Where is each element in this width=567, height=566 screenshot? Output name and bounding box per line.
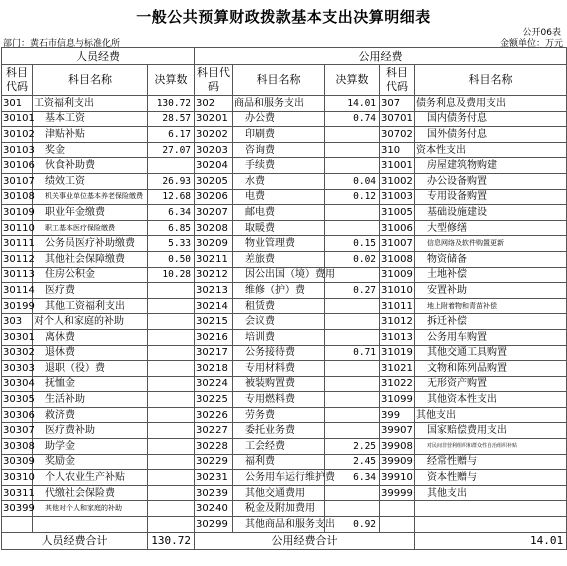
personnel-code: 30399 xyxy=(2,501,33,517)
public2-code: 31021 xyxy=(380,361,415,377)
public-name: 会议费 xyxy=(233,314,325,330)
public-code: 30202 xyxy=(195,127,233,143)
public2-code: 310 xyxy=(380,142,415,158)
personnel-code: 30301 xyxy=(2,329,33,345)
personnel-code: 30101 xyxy=(2,111,33,127)
table-row xyxy=(2,470,567,486)
personnel-name: 职业年金缴费 xyxy=(33,205,148,221)
col-name: 科目名称 xyxy=(233,65,325,96)
public-amount xyxy=(325,392,380,408)
public-code: 30214 xyxy=(195,298,233,314)
personnel-name: 伙食补助费 xyxy=(33,158,148,174)
personnel-amount: 10.28 xyxy=(148,267,195,283)
public-amount xyxy=(325,376,380,392)
form-code: 公开06表 xyxy=(522,28,561,38)
table-row xyxy=(2,236,567,252)
personnel-amount xyxy=(148,454,195,470)
public2-code: 31013 xyxy=(380,329,415,345)
public-name: 租赁费 xyxy=(233,298,325,314)
personnel-code: 30114 xyxy=(2,283,33,299)
public-name: 水费 xyxy=(233,173,325,189)
public-amount: 0.92 xyxy=(325,517,380,533)
personnel-total-label: 人员经费合计 xyxy=(2,532,148,549)
public2-code: 31006 xyxy=(380,220,415,236)
public-name: 取暖费 xyxy=(233,220,325,236)
public-name: 差旅费 xyxy=(233,251,325,267)
public-name: 手续费 xyxy=(233,158,325,174)
public-code: 30227 xyxy=(195,423,233,439)
public-amount: 0.74 xyxy=(325,111,380,127)
public2-code: 31009 xyxy=(380,267,415,283)
table-row xyxy=(2,111,567,127)
personnel-name xyxy=(33,517,148,533)
col-code: 科目代码 xyxy=(2,65,33,96)
public-name: 其他商品和服务支出 xyxy=(233,517,325,533)
unit-label: 金额单位：万元 xyxy=(499,39,563,49)
public-name: 专用材料费 xyxy=(233,361,325,377)
public2-name: 债务利息及费用支出 xyxy=(415,96,567,112)
public2-name: 无形资产购置 xyxy=(415,376,567,392)
table-row xyxy=(2,314,567,330)
table-row xyxy=(2,267,567,283)
table-row xyxy=(2,329,567,345)
personnel-name: 职工基本医疗保险缴费 xyxy=(33,220,148,236)
public2-name: 经常性赠与 xyxy=(415,454,567,470)
personnel-code: 30103 xyxy=(2,142,33,158)
public2-name: 专用设备购置 xyxy=(415,189,567,205)
public2-code: 31012 xyxy=(380,314,415,330)
public-amount xyxy=(325,158,380,174)
public-amount xyxy=(325,423,380,439)
public2-code: 39907 xyxy=(380,423,415,439)
public-name: 公务用车运行维护费 xyxy=(233,470,325,486)
personnel-amount xyxy=(148,470,195,486)
public2-code: 31007 xyxy=(380,236,415,252)
page-title: 一般公共预算财政拨款基本支出决算明细表 xyxy=(136,8,431,26)
public-name: 福利费 xyxy=(233,454,325,470)
public2-code: 31022 xyxy=(380,376,415,392)
personnel-amount xyxy=(148,485,195,501)
public-code: 30240 xyxy=(195,501,233,517)
public2-name: 公务用车购置 xyxy=(415,329,567,345)
personnel-amount: 12.68 xyxy=(148,189,195,205)
public2-code: 31003 xyxy=(380,189,415,205)
col-code: 科目代码 xyxy=(195,65,233,96)
public2-name: 安置补助 xyxy=(415,283,567,299)
personnel-name: 住房公积金 xyxy=(33,267,148,283)
personnel-code: 303 xyxy=(2,314,33,330)
personnel-amount xyxy=(148,376,195,392)
public2-code: 307 xyxy=(380,96,415,112)
personnel-name: 救济费 xyxy=(33,407,148,423)
public2-code: 31002 xyxy=(380,173,415,189)
public2-name: 资本性赠与 xyxy=(415,470,567,486)
personnel-code: 30308 xyxy=(2,439,33,455)
table-row xyxy=(2,485,567,501)
public2-name: 其他资本性支出 xyxy=(415,392,567,408)
department-label: 部门：黄石市信息与标准化所 xyxy=(3,39,121,49)
public-code: 30225 xyxy=(195,392,233,408)
public-code: 30206 xyxy=(195,189,233,205)
public2-code: 31011 xyxy=(380,298,415,314)
personnel-name: 奖励金 xyxy=(33,454,148,470)
personnel-code: 30305 xyxy=(2,392,33,408)
personnel-code: 30108 xyxy=(2,189,33,205)
table-row xyxy=(2,142,567,158)
public-total-label: 公用经费合计 xyxy=(195,532,415,549)
public-header: 公用经费 xyxy=(195,48,567,65)
public-code: 30209 xyxy=(195,236,233,252)
public-code: 302 xyxy=(195,96,233,112)
personnel-code: 301 xyxy=(2,96,33,112)
table-row xyxy=(2,454,567,470)
public-amount xyxy=(325,485,380,501)
header-column-row xyxy=(2,65,567,96)
table-row xyxy=(2,96,567,112)
table-row xyxy=(2,173,567,189)
personnel-name: 奖金 xyxy=(33,142,148,158)
public2-name: 基础设施建设 xyxy=(415,205,567,221)
public-amount xyxy=(325,314,380,330)
public-code: 30207 xyxy=(195,205,233,221)
public-name: 培训费 xyxy=(233,329,325,345)
personnel-name: 生活补助 xyxy=(33,392,148,408)
public-name: 咨询费 xyxy=(233,142,325,158)
public2-name xyxy=(415,501,567,517)
public-name: 维修（护）费 xyxy=(233,283,325,299)
personnel-name: 机关事业单位基本养老保险缴费 xyxy=(33,189,148,205)
table-row xyxy=(2,376,567,392)
public-code: 30229 xyxy=(195,454,233,470)
public-name: 劳务费 xyxy=(233,407,325,423)
personnel-code: 30111 xyxy=(2,236,33,252)
public-code: 30217 xyxy=(195,345,233,361)
public-amount xyxy=(325,127,380,143)
public2-name: 文物和陈列品购置 xyxy=(415,361,567,377)
public2-name: 国家赔偿费用支出 xyxy=(415,423,567,439)
col-name: 科目名称 xyxy=(415,65,567,96)
table-row xyxy=(2,220,567,236)
personnel-name: 其他工资福利支出 xyxy=(33,298,148,314)
personnel-amount xyxy=(148,298,195,314)
public-name: 委托业务费 xyxy=(233,423,325,439)
public-amount xyxy=(325,329,380,345)
public-name: 商品和服务支出 xyxy=(233,96,325,112)
public-amount: 0.12 xyxy=(325,189,380,205)
public2-code: 31099 xyxy=(380,392,415,408)
personnel-name: 代缴社会保险费 xyxy=(33,485,148,501)
public-code: 30216 xyxy=(195,329,233,345)
public2-code: 39999 xyxy=(380,485,415,501)
public2-code: 39909 xyxy=(380,454,415,470)
personnel-name: 工资福利支出 xyxy=(33,96,148,112)
personnel-code: 30303 xyxy=(2,361,33,377)
personnel-code: 30109 xyxy=(2,205,33,221)
table-row xyxy=(2,439,567,455)
col-name: 科目名称 xyxy=(33,65,148,96)
public-code: 30203 xyxy=(195,142,233,158)
table-row xyxy=(2,189,567,205)
public2-code: 31001 xyxy=(380,158,415,174)
personnel-code: 30302 xyxy=(2,345,33,361)
public-name: 电费 xyxy=(233,189,325,205)
public-amount: 2.45 xyxy=(325,454,380,470)
personnel-amount xyxy=(148,314,195,330)
public-code: 30212 xyxy=(195,267,233,283)
public2-name: 房屋建筑物购建 xyxy=(415,158,567,174)
public-code: 30204 xyxy=(195,158,233,174)
public-code: 30218 xyxy=(195,361,233,377)
totals-row xyxy=(2,532,567,549)
table-row xyxy=(2,205,567,221)
personnel-name: 医疗费 xyxy=(33,283,148,299)
personnel-name: 其他社会保障缴费 xyxy=(33,251,148,267)
personnel-amount xyxy=(148,501,195,517)
public-name: 税金及附加费用 xyxy=(233,501,325,517)
public-code: 30299 xyxy=(195,517,233,533)
table-row xyxy=(2,251,567,267)
table-row xyxy=(2,127,567,143)
personnel-amount xyxy=(148,283,195,299)
header-group-row xyxy=(2,48,567,65)
personnel-code: 30304 xyxy=(2,376,33,392)
personnel-code: 30110 xyxy=(2,220,33,236)
public2-name: 拆迁补偿 xyxy=(415,314,567,330)
public2-code: 31019 xyxy=(380,345,415,361)
personnel-amount: 5.33 xyxy=(148,236,195,252)
public2-code: 30702 xyxy=(380,127,415,143)
public-code: 30231 xyxy=(195,470,233,486)
personnel-code: 30307 xyxy=(2,423,33,439)
col-amount: 决算数 xyxy=(148,65,195,96)
personnel-code: 30306 xyxy=(2,407,33,423)
col-code: 科目代码 xyxy=(380,65,415,96)
public-name: 工会经费 xyxy=(233,439,325,455)
personnel-name: 助学金 xyxy=(33,439,148,455)
personnel-amount: 6.34 xyxy=(148,205,195,221)
public-name: 因公出国（境）费用 xyxy=(233,267,325,283)
public2-name: 其他交通工具购置 xyxy=(415,345,567,361)
public-amount xyxy=(325,501,380,517)
public2-name: 物资储备 xyxy=(415,251,567,267)
personnel-code: 30106 xyxy=(2,158,33,174)
public2-code: 399 xyxy=(380,407,415,423)
expenditure-table xyxy=(1,47,567,550)
public-code: 30208 xyxy=(195,220,233,236)
public2-name: 对民间非营利组织和群众性自治组织补贴 xyxy=(415,439,567,455)
public-amount: 0.15 xyxy=(325,236,380,252)
personnel-amount: 26.93 xyxy=(148,173,195,189)
public2-name: 其他支出 xyxy=(415,485,567,501)
public2-code xyxy=(380,501,415,517)
personnel-amount xyxy=(148,392,195,408)
personnel-name: 个人农业生产补贴 xyxy=(33,470,148,486)
public-amount xyxy=(325,142,380,158)
personnel-total-value: 130.72 xyxy=(148,532,195,549)
public-amount xyxy=(325,361,380,377)
public2-code: 30701 xyxy=(380,111,415,127)
public-code: 30215 xyxy=(195,314,233,330)
table-row xyxy=(2,158,567,174)
public-name: 办公费 xyxy=(233,111,325,127)
personnel-amount xyxy=(148,361,195,377)
public2-name: 土地补偿 xyxy=(415,267,567,283)
public-name: 被装购置费 xyxy=(233,376,325,392)
public-amount xyxy=(325,298,380,314)
personnel-amount xyxy=(148,423,195,439)
personnel-name: 绩效工资 xyxy=(33,173,148,189)
personnel-code: 30113 xyxy=(2,267,33,283)
personnel-name: 基本工资 xyxy=(33,111,148,127)
personnel-name: 津贴补贴 xyxy=(33,127,148,143)
personnel-amount: 6.85 xyxy=(148,220,195,236)
personnel-code: 30311 xyxy=(2,485,33,501)
personnel-code: 30310 xyxy=(2,470,33,486)
personnel-name: 退职（役）费 xyxy=(33,361,148,377)
public-amount xyxy=(325,220,380,236)
public-code: 30228 xyxy=(195,439,233,455)
personnel-header: 人员经费 xyxy=(2,48,195,65)
personnel-name: 离休费 xyxy=(33,329,148,345)
table-row xyxy=(2,501,567,517)
personnel-code: 30309 xyxy=(2,454,33,470)
personnel-amount xyxy=(148,407,195,423)
personnel-amount xyxy=(148,345,195,361)
public-code: 30213 xyxy=(195,283,233,299)
personnel-name: 退休费 xyxy=(33,345,148,361)
public-amount: 6.34 xyxy=(325,470,380,486)
public-name: 邮电费 xyxy=(233,205,325,221)
table-row xyxy=(2,392,567,408)
public2-code: 31008 xyxy=(380,251,415,267)
public2-name: 其他支出 xyxy=(415,407,567,423)
personnel-amount: 130.72 xyxy=(148,96,195,112)
public2-name: 信息网络及软件购置更新 xyxy=(415,236,567,252)
public-amount: 14.01 xyxy=(325,96,380,112)
public-name: 印刷费 xyxy=(233,127,325,143)
public2-name: 国外债务付息 xyxy=(415,127,567,143)
public2-name: 地上附着物和青苗补偿 xyxy=(415,298,567,314)
table-row xyxy=(2,283,567,299)
public-amount: 0.27 xyxy=(325,283,380,299)
public-code: 30224 xyxy=(195,376,233,392)
public2-name: 国内债务付息 xyxy=(415,111,567,127)
public2-code: 39908 xyxy=(380,439,415,455)
personnel-amount: 6.17 xyxy=(148,127,195,143)
personnel-code: 30112 xyxy=(2,251,33,267)
public-amount xyxy=(325,407,380,423)
personnel-name: 医疗费补助 xyxy=(33,423,148,439)
public-name: 其他交通费用 xyxy=(233,485,325,501)
public2-name: 大型修缮 xyxy=(415,220,567,236)
public2-code: 31010 xyxy=(380,283,415,299)
public-amount: 2.25 xyxy=(325,439,380,455)
personnel-amount xyxy=(148,439,195,455)
public2-name: 资本性支出 xyxy=(415,142,567,158)
personnel-name: 对个人和家庭的补助 xyxy=(33,314,148,330)
public-name: 公务接待费 xyxy=(233,345,325,361)
public-total-value: 14.01 xyxy=(415,532,567,549)
public-name: 物业管理费 xyxy=(233,236,325,252)
public2-name xyxy=(415,517,567,533)
personnel-amount xyxy=(148,329,195,345)
public-amount: 0.71 xyxy=(325,345,380,361)
col-amount: 决算数 xyxy=(325,65,380,96)
personnel-code xyxy=(2,517,33,533)
public2-code: 39910 xyxy=(380,470,415,486)
personnel-amount: 0.50 xyxy=(148,251,195,267)
public-name: 专用燃料费 xyxy=(233,392,325,408)
personnel-amount xyxy=(148,158,195,174)
personnel-code: 30107 xyxy=(2,173,33,189)
personnel-amount: 28.57 xyxy=(148,111,195,127)
public-code: 30226 xyxy=(195,407,233,423)
personnel-name: 其他对个人和家庭的补助 xyxy=(33,501,148,517)
public-code: 30239 xyxy=(195,485,233,501)
public2-name: 办公设备购置 xyxy=(415,173,567,189)
public-amount: 0.04 xyxy=(325,173,380,189)
public-code: 30205 xyxy=(195,173,233,189)
public-code: 30201 xyxy=(195,111,233,127)
public2-code: 31005 xyxy=(380,205,415,221)
table-row xyxy=(2,361,567,377)
public-amount: 0.02 xyxy=(325,251,380,267)
table-row xyxy=(2,298,567,314)
personnel-amount xyxy=(148,517,195,533)
personnel-name: 抚恤金 xyxy=(33,376,148,392)
table-row xyxy=(2,517,567,533)
personnel-code: 30102 xyxy=(2,127,33,143)
personnel-name: 公务员医疗补助缴费 xyxy=(33,236,148,252)
personnel-amount: 27.07 xyxy=(148,142,195,158)
table-row xyxy=(2,407,567,423)
personnel-code: 30199 xyxy=(2,298,33,314)
table-row xyxy=(2,345,567,361)
public-amount xyxy=(325,205,380,221)
public2-code xyxy=(380,517,415,533)
public-code: 30211 xyxy=(195,251,233,267)
table-row xyxy=(2,423,567,439)
